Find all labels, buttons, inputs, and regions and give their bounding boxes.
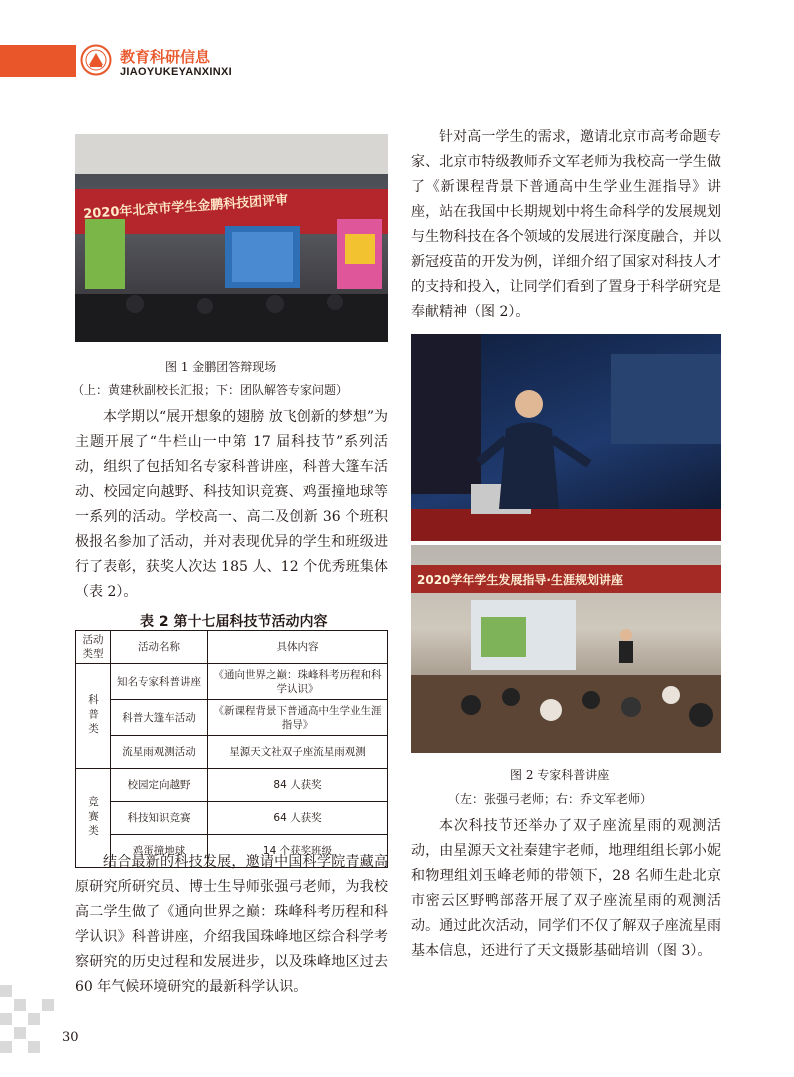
activity-name: 知名专家科普讲座 [111, 664, 208, 700]
figure2-photo-top [411, 334, 721, 541]
footer-decoration [0, 985, 12, 997]
activity-content: 64 人获奖 [208, 802, 388, 835]
activity-name: 校园定向越野 [111, 769, 208, 802]
figure1-subcaption: （上：黄建秋副校长汇报；下：团队解答专家问题） [72, 383, 349, 397]
table-title: 表 2 第十七届科技节活动内容 [140, 614, 328, 630]
activity-name: 流星雨观测活动 [111, 736, 208, 769]
footer-decoration [28, 1041, 40, 1053]
table-row [76, 769, 388, 802]
header-accent-bar [0, 45, 76, 77]
figure2-caption: 图 2 专家科普讲座 [510, 768, 610, 782]
footer-decoration [0, 1013, 12, 1025]
figure1-scene [75, 134, 388, 342]
school-logo-icon [80, 44, 112, 76]
activity-content: 84 人获奖 [208, 769, 388, 802]
activities-table [75, 630, 388, 868]
activity-content: 《新课程背景下普通高中生学业生涯指导》 [208, 700, 388, 736]
footer-decoration [0, 1041, 12, 1053]
header-type: 活动类型 [76, 631, 111, 664]
activity-content: 星源天文社双子座流星雨观测 [208, 736, 388, 769]
footer-decoration [28, 1013, 40, 1025]
category-cell: 竞赛类 [76, 769, 111, 868]
figure2-subcaption: （左：张强弓老师；右：乔文军老师） [448, 792, 653, 806]
activity-name: 科技知识竞赛 [111, 802, 208, 835]
right-paragraph-1: 针对高一学生的需求，邀请北京市高考命题专家、北京市特级教师乔文军老师为我校高一学生做了《新课程背景下普通高中生学业生涯指导》讲座，站在我国中长期规划中将生命科学的发展规划与生物科技在各个领域的发展进行深度融合，并以新冠疫苗的开发为例，详细介绍了国家对科技人才的支持和投入，让同学们看到了置身于科学研究是奉献精神（图 2）。 [411, 129, 721, 320]
category-cell: 科普类 [76, 664, 111, 769]
figure2-photo-bottom [411, 545, 721, 753]
table-row [76, 700, 388, 736]
footer-decoration [42, 999, 54, 1011]
right-paragraph-2: 本次科技节还举办了双子座流星雨的观测活动，由星源天文社秦建宇老师，地理组组长郭小妮和物理组刘玉峰老师的带领下，28 名师生赴北京市密云区野鸭部落开展了双子座流星雨的观测活动。通过此次活动，同学们不仅了解双子座流星雨基本信息，还进行了天文摄影基础培训（图 3）。 [411, 818, 721, 959]
activity-content: 14 个获奖班级 [208, 835, 388, 868]
activity-content: 《通向世界之巅：珠峰科考历程和科学认识》 [208, 664, 388, 700]
activity-name: 科普大篷车活动 [111, 700, 208, 736]
header-title-cn: 教育科研信息 [120, 48, 211, 66]
figure2-top-scene [411, 334, 721, 541]
header-name: 活动名称 [111, 631, 208, 664]
table-row [76, 664, 388, 700]
left-paragraph-2: 结合最新的科技发展，邀请中国科学院青藏高原研究所研究员、博士生导师张强弓老师，为我校高二学生做了《通向世界之巅：珠峰科考历程和科学认识》科普讲座，介绍我国珠峰地区综合科学考察研究的历史过程和发展进步，以及珠峰地区过去 60 年气候环境研究的最新科学认识。 [75, 854, 388, 995]
table-row [76, 802, 388, 835]
figure1-banner-text: 2020年北京市学生金鹏科技团评审 [82, 192, 289, 223]
footer-decoration [14, 999, 26, 1011]
figure1-photo [75, 134, 388, 342]
footer-decoration [14, 1027, 26, 1039]
header-title-en: JIAOYUKEYANXINXI [120, 66, 232, 78]
table-row [76, 736, 388, 769]
figure1-caption: 图 1 金鹏团答辩现场 [165, 360, 277, 374]
header-content: 具体内容 [208, 631, 388, 664]
page-number: 30 [62, 1030, 79, 1045]
left-paragraph-1: 本学期以“展开想象的翅膀 放飞创新的梦想”为主题开展了“牛栏山一中第 17 届科技节”系列活动，组织了包括知名专家科普讲座，科普大篷车活动、校园定向越野、科技知识竞赛、鸡蛋撞地球等一系列的活动。学校高一、高二及创新 36 个班积极报名参加了活动，并对表现优异的学生和班级进行了表彰，获奖人次达 185 人、12 个优秀班集体（表 2）。 [75, 409, 388, 600]
figure2-banner-text: 2020学年学生发展指导·生涯规划讲座 [417, 573, 623, 587]
table-header-row [76, 631, 388, 664]
activity-name: 鸡蛋撞地球 [111, 835, 208, 868]
